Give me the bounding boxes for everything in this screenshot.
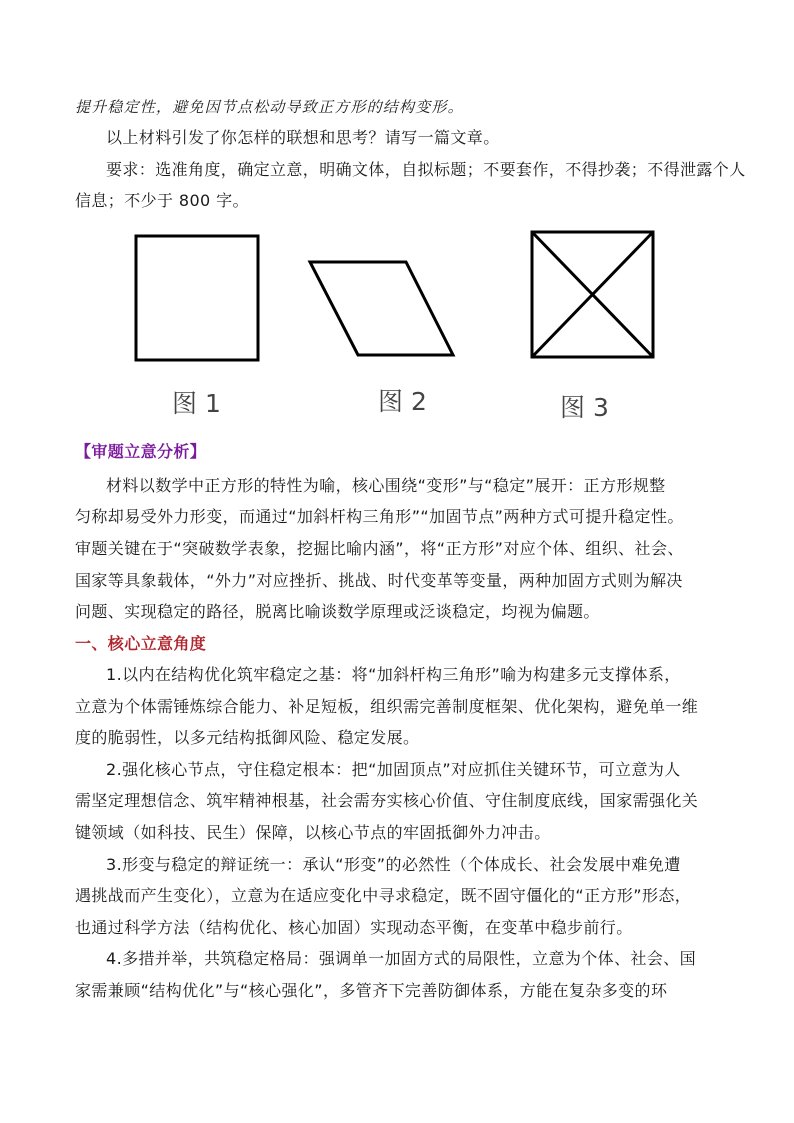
angle-1-line: 立意为个体需锤炼综合能力、补足短板，组织需完善制度框架、优化架构，避免单一维 [75,697,699,716]
angle-3-line: 3.形变与稳定的辩证统一：承认“形变”的必然性（个体成长、社会发展中难免遭 [106,855,681,874]
figure-2-caption: 图 2 [378,387,427,416]
figures-row [120,226,680,426]
angle-2-line: 键领域（如科技、民生）保障，以核心节点的牢固抵御外力冲击。 [75,823,551,842]
angle-4-line: 家需兼顾“结构优化”与“核心强化”，多管齐下完善防御体系，方能在复杂多变的环 [75,981,668,1000]
requirements-line-1: 要求：选准角度，确定立意，明确文体，自拟标题；不要套作，不得抄袭；不得泄露个人 [106,160,746,179]
prompt-question: 以上材料引发了你怎样的联想和思考？请写一篇文章。 [106,128,500,147]
angle-3-line: 也通过科学方法（结构优化、核心加固）实现动态平衡，在变革中稳步前行。 [75,918,633,937]
analysis-line: 匀称却易受外力形变，而通过“加斜杆构三角形”“加固节点”两种方式可提升稳定性。 [75,507,684,526]
analysis-heading: 【审题立意分析】 [75,442,207,461]
requirements-line-2: 信息；不少于 800 字。 [75,191,249,210]
paragraph-continuation: 提升稳定性，避免因节点松动导致正方形的结构变形。 [75,98,464,116]
angle-1-line: 1.以内在结构优化筑牢稳定之基：将“加斜杆构三角形”喻为构建多元支撑体系， [106,665,681,684]
figure-1-caption: 图 1 [172,389,221,418]
angle-2-line: 需坚定理想信念、筑牢精神根基，社会需夯实核心价值、守住制度底线，国家需强化关 [75,791,699,810]
angle-1-line: 度的脆弱性，以多元结构抵御风险、稳定发展。 [75,728,420,747]
angle-3-line: 遇挑战而产生变化），立意为在适应变化中寻求稳定，既不固守僵化的“正方形”形态， [75,886,692,905]
angle-2-line: 2.强化核心节点，守住稳定根本：把“加固顶点”对应抓住关键环节，可立意为人 [106,760,681,779]
analysis-line: 材料以数学中正方形的特性为喻，核心围绕“变形”与“稳定”展开：正方形规整 [106,476,666,495]
angle-4-line: 4.多措并举，共筑稳定格局：强调单一加固方式的局限性，立意为个体、社会、国 [106,949,697,968]
figure-3-square-with-diagonals [530,230,656,360]
analysis-line: 国家等具象载体，“外力”对应挫折、挑战、时代变革等变量，两种加固方式则为解决 [75,571,683,590]
figure-2-parallelogram [306,260,458,358]
analysis-line: 问题、实现稳定的路径，脱离比喻谈数学原理或泛谈稳定，均视为偏题。 [75,602,600,621]
figure-1-square [134,234,262,364]
core-angles-heading: 一、核心立意角度 [75,634,207,653]
figure-3-caption: 图 3 [560,393,609,422]
analysis-line: 审题关键在于“突破数学表象，挖掘比喻内涵”，将“正方形”对应个体、组织、社会、 [75,539,684,558]
